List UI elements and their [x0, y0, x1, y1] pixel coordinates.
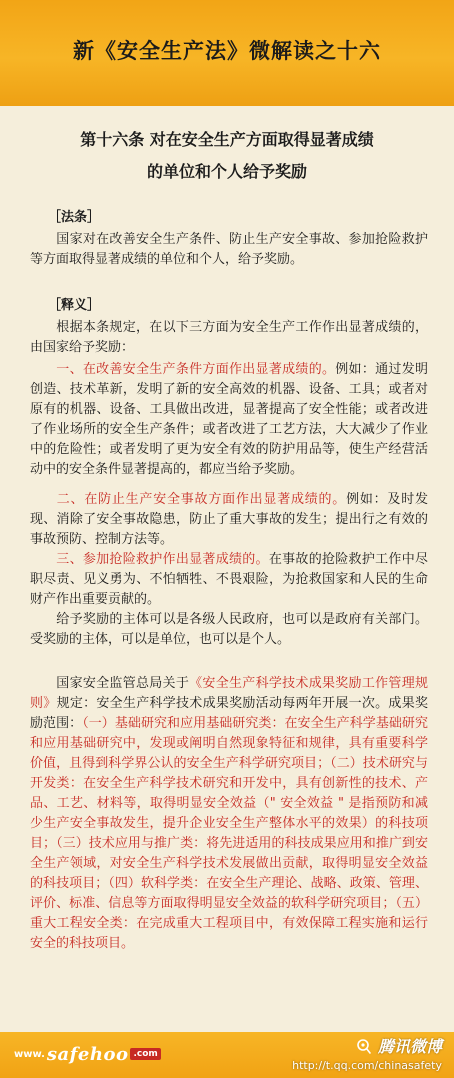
- item-1-heading: 一、在改善安全生产条件方面作出显著成绩的。: [56, 362, 336, 377]
- interpretation-item-3: [30, 550, 428, 610]
- item-3-text: 在事故的抢险救护工作中尽职尽责、见义勇为、不怕牺牲、不畏艰险，为抢救国家和人民的生命财产作出重要贡献的。: [30, 552, 428, 607]
- law-text-content: 国家对在改善安全生产条件、防止生产安全事故、参加抢险救护等方面取得显著成绩的单位和个人，给予奖励。: [30, 232, 428, 267]
- footer-bar: [0, 1032, 454, 1078]
- interpretation-item-1: [30, 360, 428, 480]
- interpretation-item-2: [30, 490, 428, 550]
- award-lead: 国家安全监管总局关于: [56, 676, 190, 691]
- award-doc-title: 《安全生产科学技术成果奖励工作管理规则》: [30, 676, 428, 711]
- law-text: [30, 230, 428, 270]
- logo-prefix: www.: [14, 1048, 45, 1060]
- award-rules: [30, 674, 428, 954]
- interpretation-intro-content: 根据本条规定，在以下三方面为安全生产工作作出显著成绩的，由国家给予奖励：: [30, 320, 428, 355]
- banner-title: 新《安全生产法》微解读之十六: [73, 38, 381, 63]
- item-2-text: 例如：及时发现、消除了安全事故隐患，防止了重大事故的发生；提出行之有效的事故预防、控制方法等。: [30, 492, 428, 547]
- weibo-url[interactable]: http://t.qq.com/chinasafety: [292, 1059, 442, 1072]
- header-banner: [0, 0, 454, 106]
- item-2-heading: 二、在防止生产安全事故方面作出显著成绩的。: [56, 492, 347, 507]
- item-1-text: 例如：通过发明创造、技术革新，发明了新的安全高效的机器、设备、工具；或者对原有的机器、设备、工具做出改进，显著提高了安全性能；或者改进了作业场所的安全生产条件；或者改进了工艺方法，大大减少了作业中的危险性；或者发明了更为安全有效的防护用品等，使生产经营活动中的安全条件显著提高的，都应当给予奖励。: [30, 362, 428, 477]
- article-title: [0, 124, 454, 188]
- site-logo[interactable]: [14, 1044, 161, 1064]
- article-title-line2: 的单位和个人给予奖励: [146, 162, 307, 181]
- logo-name: safehoo: [46, 1043, 129, 1065]
- reward-subject-content: 给予奖励的主体可以是各级人民政府，也可以是政府有关部门。受奖励的主体，可以是单位，也可以是个人。: [30, 612, 428, 647]
- item-3-heading: 三、参加抢险救护作出显著成绩的。: [56, 552, 269, 567]
- article-title-line1: 第十六条 对在安全生产方面取得显著成绩: [80, 130, 374, 149]
- reward-subject: [30, 610, 428, 650]
- award-rule: 规定：安全生产科学技术成果奖励活动每两年开展一次。成果奖励范围：: [30, 696, 428, 731]
- law-heading: ［法条］: [48, 210, 101, 225]
- weibo-name: 腾讯微博: [377, 1037, 442, 1056]
- weibo-icon: [356, 1038, 372, 1054]
- logo-suffix: .com: [130, 1048, 160, 1060]
- award-scope: （一）基础研究和应用基础研究类：在安全生产科学基础研究和应用基础研究中，发现或阐明自然现象特征和规律，具有重要科学价值，且得到科学界公认的安全生产科学研究项目；（二）技术研究与开发类：在安全生产科学技术研究和开发中，具有创新性的技术、产品、工艺、材料等，取得明显安全效益（" 安全效益 " 是指预防和减少生产安全事故发生，提升企业安全生产整体水平的效果）的科技项目；（三）技术应用与推广类：将先进适用的科技成果应用和推广到安全生产领域，对安全生产科学技术发展做出贡献，取得明显安全效益的科技项目；（四）软科学类：在安全生产理论、战略、政策、管理、评价、标准、信息等方面取得明显安全效益的软科学研究项目；（五）重大工程安全类：在完成重大工程项目中，有效保障工程实施和运行安全的科技项目。: [30, 716, 428, 951]
- interpretation-heading: ［释义］: [48, 298, 101, 313]
- interpretation-intro: [30, 318, 428, 358]
- weibo-badge[interactable]: [292, 1034, 442, 1072]
